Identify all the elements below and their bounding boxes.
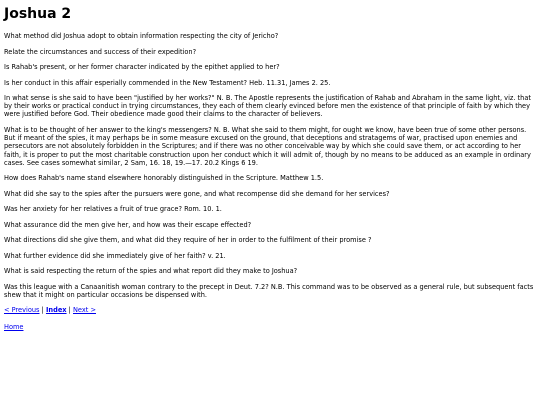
question-paragraph: What did she say to the spies after the pursuers were gone, and what recompense did she demand for her services? [4, 189, 390, 198]
question-paragraph: What assurance did the men give her, and how was their escape effected? [4, 220, 252, 229]
pagination-nav [4, 306, 536, 314]
question-paragraph: What further evidence did she immediately give of her faith? v. 21. [4, 251, 226, 260]
question-paragraph: How does Rahab's name stand elsewhere honorably distinguished in the Scripture. Matthew 1.5. [4, 174, 324, 183]
index-link[interactable]: Index [45, 306, 67, 315]
question-paragraph: What is to be thought of her answer to the king's messengers? N. B. What she said to them might, for ought we know, have been true of some other persons. But if meant of the spies, it may perhaps be in some measure excused on the ground, that deceptions and stratagems of war, practised upon enemies and persecutors are not absolutely forbidden in the Scriptures; and if there was no other conceivable way by which she could save them, or act according to her faith, it is proper to put the most charitable construction upon her conduct which it will admit of, though by no means to be adduced as an example in ordinary cases. See cases somewhat similar, 2 Sam, 16. 18, 19.—17. 20.2 Kings 6 19. [4, 125, 531, 167]
next-link[interactable]: Next > [73, 306, 96, 315]
question-paragraph: Was her anxiety for her relatives a fruit of true grace? Rom. 10. 1. [4, 205, 222, 214]
question-paragraph: In what sense is she said to have been "justified by her works?" N. B. The Apostle represents the justification of Rahab and Abraham in the same light, viz. that by their works or practical conduct in trying circumstances, they each of them clearly evinced before men the existence of that principle of faith by which they were justified before God. Their obedience made good their claims to the character of believers. [4, 94, 531, 119]
home-nav [4, 323, 536, 331]
question-paragraph: Is Rahab's present, or her former character indicated by the epithet applied to her? [4, 63, 280, 71]
question-list [4, 32, 536, 299]
nav-separator: | [68, 306, 71, 315]
page-title: Joshua 2 [4, 6, 72, 22]
question-paragraph: Is her conduct in this affair esperially commended in the New Testament? Heb. 11.31, James 2. 25. [4, 78, 331, 87]
question-paragraph: What is said respecting the return of the spies and what report did they make to Joshua? [4, 267, 298, 276]
question-paragraph: What method did Joshua adopt to obtain information respecting the city of Jericho? [4, 32, 279, 40]
previous-link[interactable]: < Previous [4, 306, 40, 315]
question-paragraph: What directions did she give them, and what did they require of her in order to the fulfilment of their promise ? [4, 236, 372, 245]
question-paragraph: Was this league with a Canaanitish woman contrary to the precept in Deut. 7.2? N.B. This command was to be observed as a general rule, but subsequent facts shew that it might on particular occasions be dispensed with. [4, 282, 534, 299]
nav-separator: | [41, 306, 44, 315]
question-paragraph: Relate the circumstances and success of their expedition? [4, 47, 197, 56]
home-link[interactable]: Home [4, 322, 24, 331]
